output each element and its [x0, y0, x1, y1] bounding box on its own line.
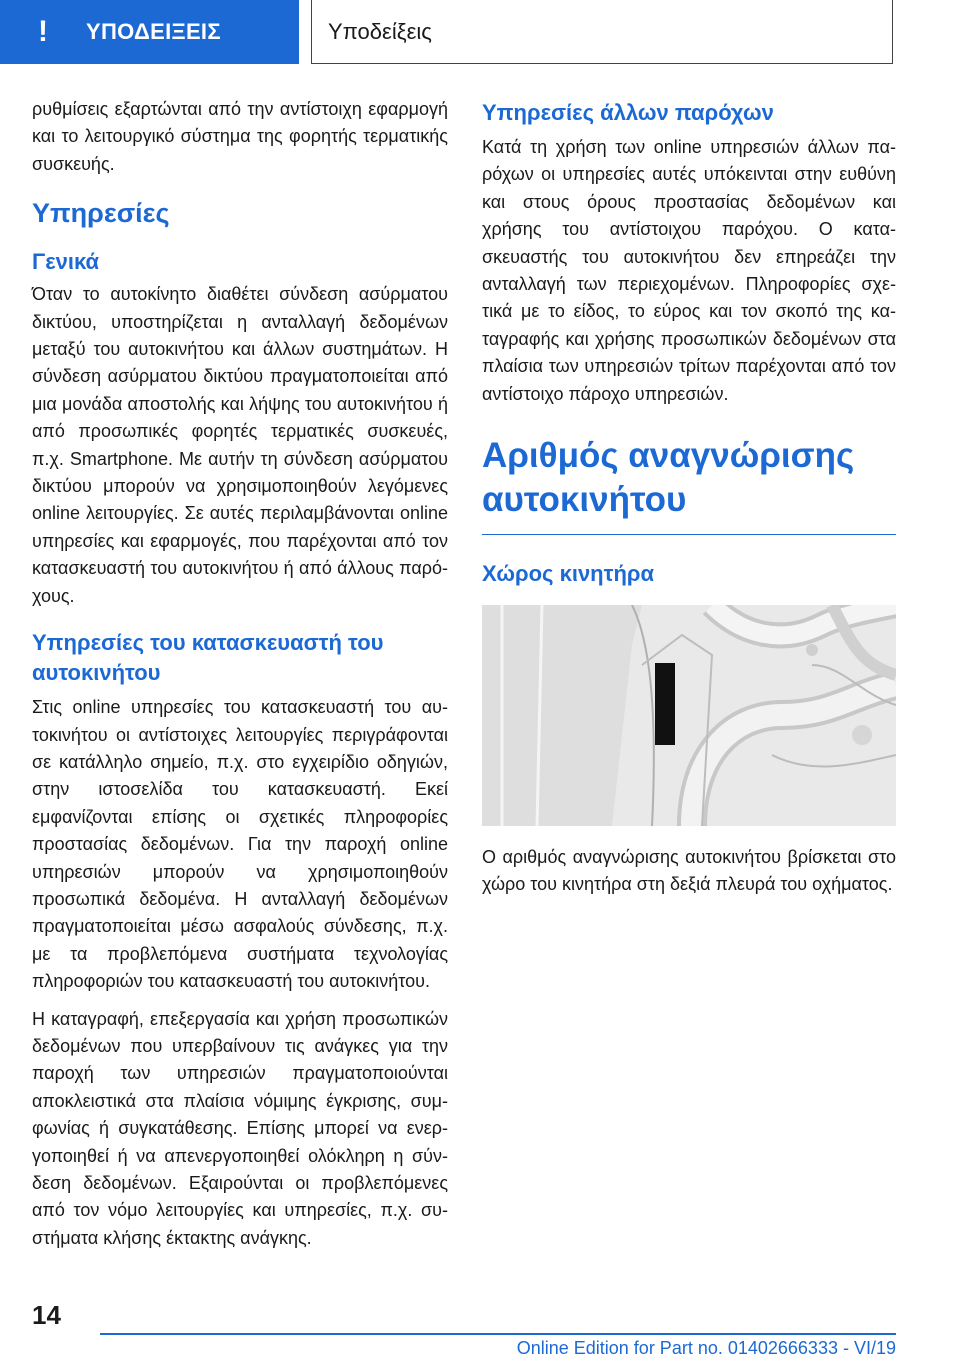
- warning-icon: !: [38, 15, 48, 48]
- heading-other-providers: Υπηρεσίες άλλων παρόχων: [482, 100, 774, 125]
- section-tab[interactable]: [0, 0, 299, 64]
- manufacturer-paragraph-2: Η καταγραφή, επεξεργασία και χρήση προσωπικών δεδομένων που υπερβαίνουν τις ανάγκες για την παροχή των υπηρεσιών πραγματοποιούνται αποκλειστικά στα πλαίσια νόμιμης έγκρισης, συμφωνίας ή συγκατάθεσης. Επίσης μπορεί να ενεργοποιηθεί ή να απενεργοποιηθεί ολόκληρη η σύνδεση δεδομένων. Εξαιρούνται οι προβλεπόμενες από τον νόμο λειτουργίες και υπηρεσίες, π.χ. συστήματα κλήσης έκτακτης ανάγκης.: [32, 1008, 448, 1248]
- heading-vin: Αριθμός αναγνώρισης αυτοκινήτου: [482, 436, 855, 520]
- heading-manufacturer-services: Υπηρεσίες του κατασκευαστή του αυτοκινήτου: [32, 630, 384, 686]
- heading-services: Υπηρεσίες: [32, 198, 170, 229]
- heading-engine-compartment: Χώρος κινητήρα: [482, 561, 655, 587]
- other-providers-paragraph: Κατά τη χρήση των online υπηρεσιών άλλων παρόχων οι υπηρεσίες αυτές υπόκεινται στην ευθύνη και στους όρους προστασίας δεδομένων και χρήσης του αντίστοιχου παρόχου. Ο κατασκευαστής του αυτοκινήτου δεν επηρεάζει την ανταλλαγή των περιεχομένων. Πληροφορίες σχετικά με το είδος, το εύρος και τον σκοπό της καταγραφής και χρήσης προσωπικών δεδομένων στα πλαίσια των υπηρεσιών τρίτων παρέχονται από τον αντίστοιχο πάροχο υπηρεσιών.: [482, 137, 896, 404]
- right-column: [482, 96, 896, 909]
- vin-location-paragraph: Ο αριθμός αναγνώρισης αυτοκινήτου βρίσκεται στο χώρο του κινητήρα στη δεξιά πλευρά του οχήματος.: [482, 847, 896, 895]
- vin-heading-block: [482, 434, 896, 535]
- heading-general: Γενικά: [32, 249, 100, 275]
- page-title: Υποδείξεις: [328, 18, 432, 44]
- intro-paragraph: ρυθμίσεις εξαρτώνται από την αντίστοιχη εφαρμογή και το λειτουργικό σύστημα της φορητής τερματικής συσκευής.: [32, 99, 448, 174]
- general-paragraph: Όταν το αυτοκίνητο διαθέτει σύνδεση ασύρματου δικτύου, υποστηρίζεται η ανταλλαγή δεδομένων μεταξύ του αυτοκινήτου και άλλων συστημάτων. Η σύνδεση ασύρματου δικτύου πραγματοποιείται από μια μονάδα αποστολής και λήψης του αυτοκινήτου ή από προσωπικές φορητές τερματικές συσκευές, π.χ. Smartphone. Με αυτήν τη σύνδεση ασύρματου δικτύου μπορούν να χρησιμοποιηθούν λεγόμενες online λειτουργίες. Σε αυτές περιλαμβάνονται online υπηρεσίες και εφαρμογές, που παρέχονται από τον κατασκευαστή του αυτοκινήτου ή από άλλους παρόχους.: [32, 284, 448, 606]
- engine-compartment-illustration: [482, 605, 896, 826]
- vin-location-marker: [655, 663, 675, 745]
- footer-edition: Online Edition for Part no. 01402666333 - VI/19: [516, 1338, 896, 1358]
- left-column: [32, 96, 448, 1262]
- section-label: ΥΠΟΔΕΙΞΕΙΣ: [86, 19, 221, 44]
- page-title-tab: [311, 0, 893, 64]
- page-number: 14: [32, 1300, 61, 1330]
- manufacturer-paragraph-1: Στις online υπηρεσίες του κατασκευαστή του αυτοκινήτου οι αντίστοιχες λειτουργίες περιγράφονται σε κατάλληλο σημείο, π.χ. στο εγχειρίδιο οδηγιών, στην ιστοσελίδα του κατασκευαστή. Εκεί εμφανίζονται επίσης οι σχετικές πληροφορίες προστασίας δεδομένων. Για την παροχή online υπηρεσιών μπορούν να χρησιμοποιηθούν προσωπικά δεδομένα. Η ανταλλαγή δεδομένων πραγματοποιείται μέσω ασφαλούς σύνδεσης, π.χ. με τα προβλεπόμενα συστήματα τεχνολογίας πληροφοριών του κατασκευαστή του αυτοκινήτου.: [32, 697, 448, 992]
